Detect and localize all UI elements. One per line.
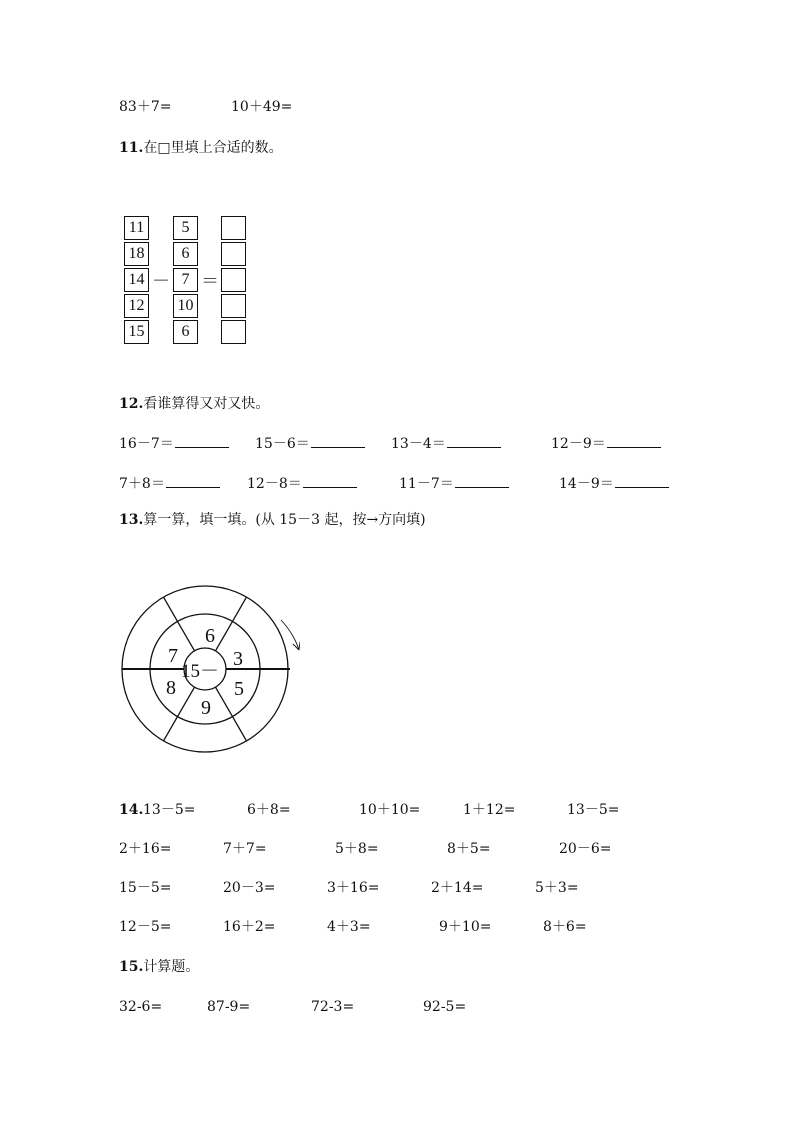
expression: 3＋16= — [327, 880, 380, 896]
exercise-item — [399, 473, 509, 493]
wheel-number: 6 — [205, 625, 215, 647]
expression: 12－8＝ — [247, 476, 302, 492]
number-cell: 10 — [173, 294, 198, 318]
wheel-number: 5 — [234, 678, 244, 700]
clockwise-arrow-icon — [281, 620, 300, 650]
question-number: 12. — [119, 396, 144, 412]
number-cell: 14 — [124, 268, 149, 292]
expression: 6＋8= — [247, 802, 291, 818]
expression: 32-6= — [119, 999, 163, 1015]
answer-blank[interactable] — [303, 473, 357, 488]
number-cell: 11 — [124, 216, 149, 240]
expression: 5＋3= — [535, 880, 579, 896]
expression: 83＋7= — [119, 99, 172, 115]
expression: 72-3= — [311, 999, 355, 1015]
expression: 7＋7= — [223, 841, 267, 857]
expression: 87-9= — [207, 999, 251, 1015]
expression: 12－5= — [119, 919, 172, 935]
wheel-number: 9 — [201, 697, 211, 719]
equals-sign: ＝ — [201, 271, 219, 291]
answer-blank[interactable] — [166, 473, 220, 488]
exercise-item — [551, 433, 661, 453]
expression: 13－5= — [143, 802, 196, 818]
exercise-item — [119, 473, 220, 493]
expression: 20－6= — [559, 841, 612, 857]
exercise-item — [247, 473, 357, 493]
expression: 5＋8= — [335, 841, 379, 857]
expression: 9＋10= — [439, 919, 492, 935]
expression: 2＋16= — [119, 841, 172, 857]
exercise-item — [559, 473, 669, 493]
wheel-number: 7 — [168, 645, 178, 667]
question-prompt: 在□里填上合适的数。 — [143, 140, 283, 156]
answer-box[interactable] — [221, 242, 246, 266]
number-cell: 6 — [173, 320, 198, 344]
number-cell: 12 — [124, 294, 149, 318]
expression: 20－3= — [223, 880, 276, 896]
expression: 1＋12= — [463, 802, 516, 818]
question-number: 14. — [119, 802, 144, 818]
question-11-heading — [119, 139, 283, 157]
number-cell: 18 — [124, 242, 149, 266]
question-prompt: 算一算，填一填。(从 15－3 起，按→方向填) — [143, 512, 426, 528]
answer-blank[interactable] — [607, 433, 661, 448]
exercise-item — [255, 433, 365, 453]
expression: 13－5= — [567, 802, 620, 818]
answer-box[interactable] — [221, 320, 246, 344]
expression: 16－7＝ — [119, 436, 174, 452]
answer-blank[interactable] — [311, 433, 365, 448]
expression: 16＋2= — [223, 919, 276, 935]
question-number: 11. — [119, 140, 144, 156]
expression: 10＋10= — [359, 802, 421, 818]
center-label: 15－ — [180, 661, 220, 682]
minus-sign: － — [152, 271, 170, 291]
expression: 15－6＝ — [255, 436, 310, 452]
question-number: 13. — [119, 512, 144, 528]
number-cell: 6 — [173, 242, 198, 266]
expression: 11－7＝ — [399, 476, 454, 492]
expression: 13－4＝ — [391, 436, 446, 452]
number-cell: 5 — [173, 216, 198, 240]
question-number: 15. — [119, 959, 144, 975]
number-wheel — [118, 582, 300, 756]
answer-blank[interactable] — [447, 433, 501, 448]
expression: 12－9＝ — [551, 436, 606, 452]
question-12-heading — [119, 395, 269, 413]
question-14-heading — [119, 801, 143, 819]
expression: 14－9＝ — [559, 476, 614, 492]
answer-blank[interactable] — [615, 473, 669, 488]
answer-blank[interactable] — [175, 433, 229, 448]
expression: 10＋49= — [231, 99, 293, 115]
expression: 7＋8＝ — [119, 476, 165, 492]
expression: 92-5= — [423, 999, 467, 1015]
expression: 8＋5= — [447, 841, 491, 857]
answer-box[interactable] — [221, 216, 246, 240]
question-15-heading — [119, 958, 199, 976]
question-13-heading — [119, 511, 426, 529]
expression: 2＋14= — [431, 880, 484, 896]
answer-blank[interactable] — [455, 473, 509, 488]
question-prompt: 看谁算得又对又快。 — [143, 396, 270, 412]
expression: 15－5= — [119, 880, 172, 896]
answer-box[interactable] — [221, 268, 246, 292]
number-cell: 7 — [173, 268, 198, 292]
number-cell: 15 — [124, 320, 149, 344]
exercise-item — [391, 433, 501, 453]
exercise-item — [119, 433, 229, 453]
answer-box[interactable] — [221, 294, 246, 318]
wheel-number: 8 — [166, 677, 176, 699]
expression: 8＋6= — [543, 919, 587, 935]
wheel-number: 3 — [233, 648, 243, 670]
question-prompt: 计算题。 — [143, 959, 200, 975]
expression: 4＋3= — [327, 919, 371, 935]
